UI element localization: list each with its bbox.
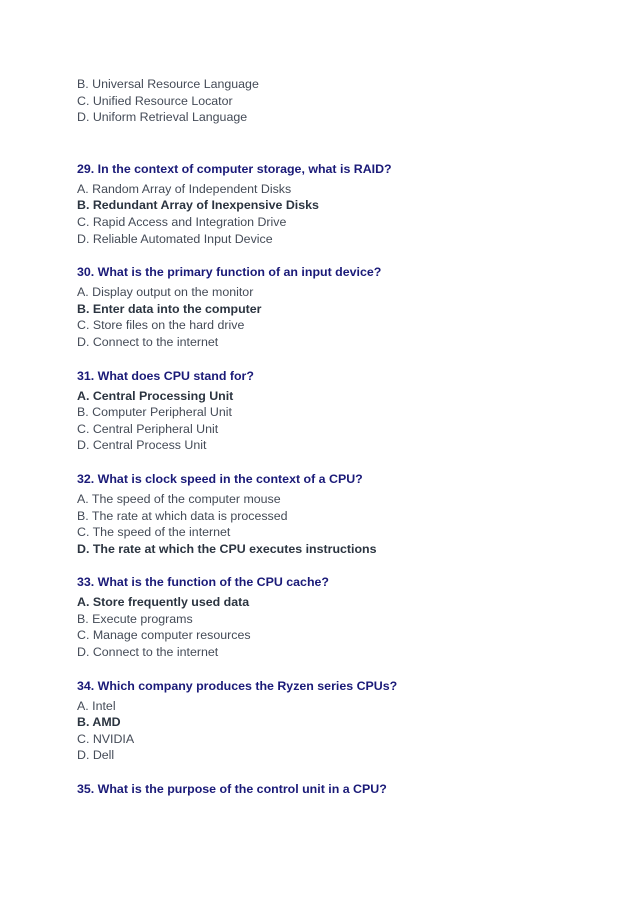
question-block-31: [77, 368, 597, 454]
answer-option: B. Computer Peripheral Unit: [77, 405, 232, 420]
answer-option: C. Manage computer resources: [77, 628, 251, 643]
answer-option: C. Central Peripheral Unit: [77, 421, 219, 436]
correct-answer-option: B. Redundant Array of Inexpensive Disks: [77, 198, 319, 213]
question-block-34: [77, 678, 597, 764]
question-heading: 31. What does CPU stand for?: [77, 368, 254, 383]
answer-option: B. Universal Resource Language: [77, 77, 259, 91]
correct-answer-option: B. Enter data into the computer: [77, 301, 262, 316]
answer-option: A. The speed of the computer mouse: [77, 491, 281, 506]
quiz-content: [77, 76, 597, 814]
correct-answer-option: A. Store frequently used data: [77, 595, 250, 610]
question-block-35: [77, 781, 597, 797]
answer-option: C. Rapid Access and Integration Drive: [77, 214, 287, 229]
answer-option: B. Execute programs: [77, 611, 193, 626]
answer-option: C. The speed of the internet: [77, 525, 231, 540]
answer-option: D. Connect to the internet: [77, 334, 219, 349]
question-heading: 35. What is the purpose of the control unit in a CPU?: [77, 782, 387, 797]
correct-answer-option: A. Central Processing Unit: [77, 388, 234, 403]
answer-option: C. Store files on the hard drive: [77, 318, 245, 333]
answer-option: C. NVIDIA: [77, 731, 135, 746]
answer-option: A. Display output on the monitor: [77, 285, 254, 300]
question-block-32: [77, 471, 597, 557]
question-heading: 34. Which company produces the Ryzen series CPUs?: [77, 678, 398, 693]
question-heading: 32. What is clock speed in the context of a CPU?: [77, 471, 363, 486]
answer-option: D. Uniform Retrieval Language: [77, 110, 248, 125]
question-block-29: [77, 161, 597, 247]
question-heading: 33. What is the function of the CPU cache?: [77, 575, 329, 590]
question-heading: 30. What is the primary function of an input device?: [77, 265, 382, 280]
answer-option: D. Dell: [77, 748, 115, 763]
answer-option: D. Reliable Automated Input Device: [77, 231, 273, 246]
question-heading: 29. In the context of computer storage, what is RAID?: [77, 161, 392, 176]
answer-option: A. Intel: [77, 698, 116, 713]
question-block-30: [77, 264, 597, 350]
question-block-33: [77, 574, 597, 660]
answer-option: D. Connect to the internet: [77, 645, 219, 660]
answer-option: C. Unified Resource Locator: [77, 93, 233, 108]
answer-option: D. Central Process Unit: [77, 438, 207, 453]
correct-answer-option: B. AMD: [77, 715, 121, 730]
intro-options-block: [77, 76, 597, 126]
correct-answer-option: D. The rate at which the CPU executes instructions: [77, 541, 377, 556]
answer-option: A. Random Array of Independent Disks: [77, 181, 292, 196]
answer-option: B. The rate at which data is processed: [77, 508, 288, 523]
